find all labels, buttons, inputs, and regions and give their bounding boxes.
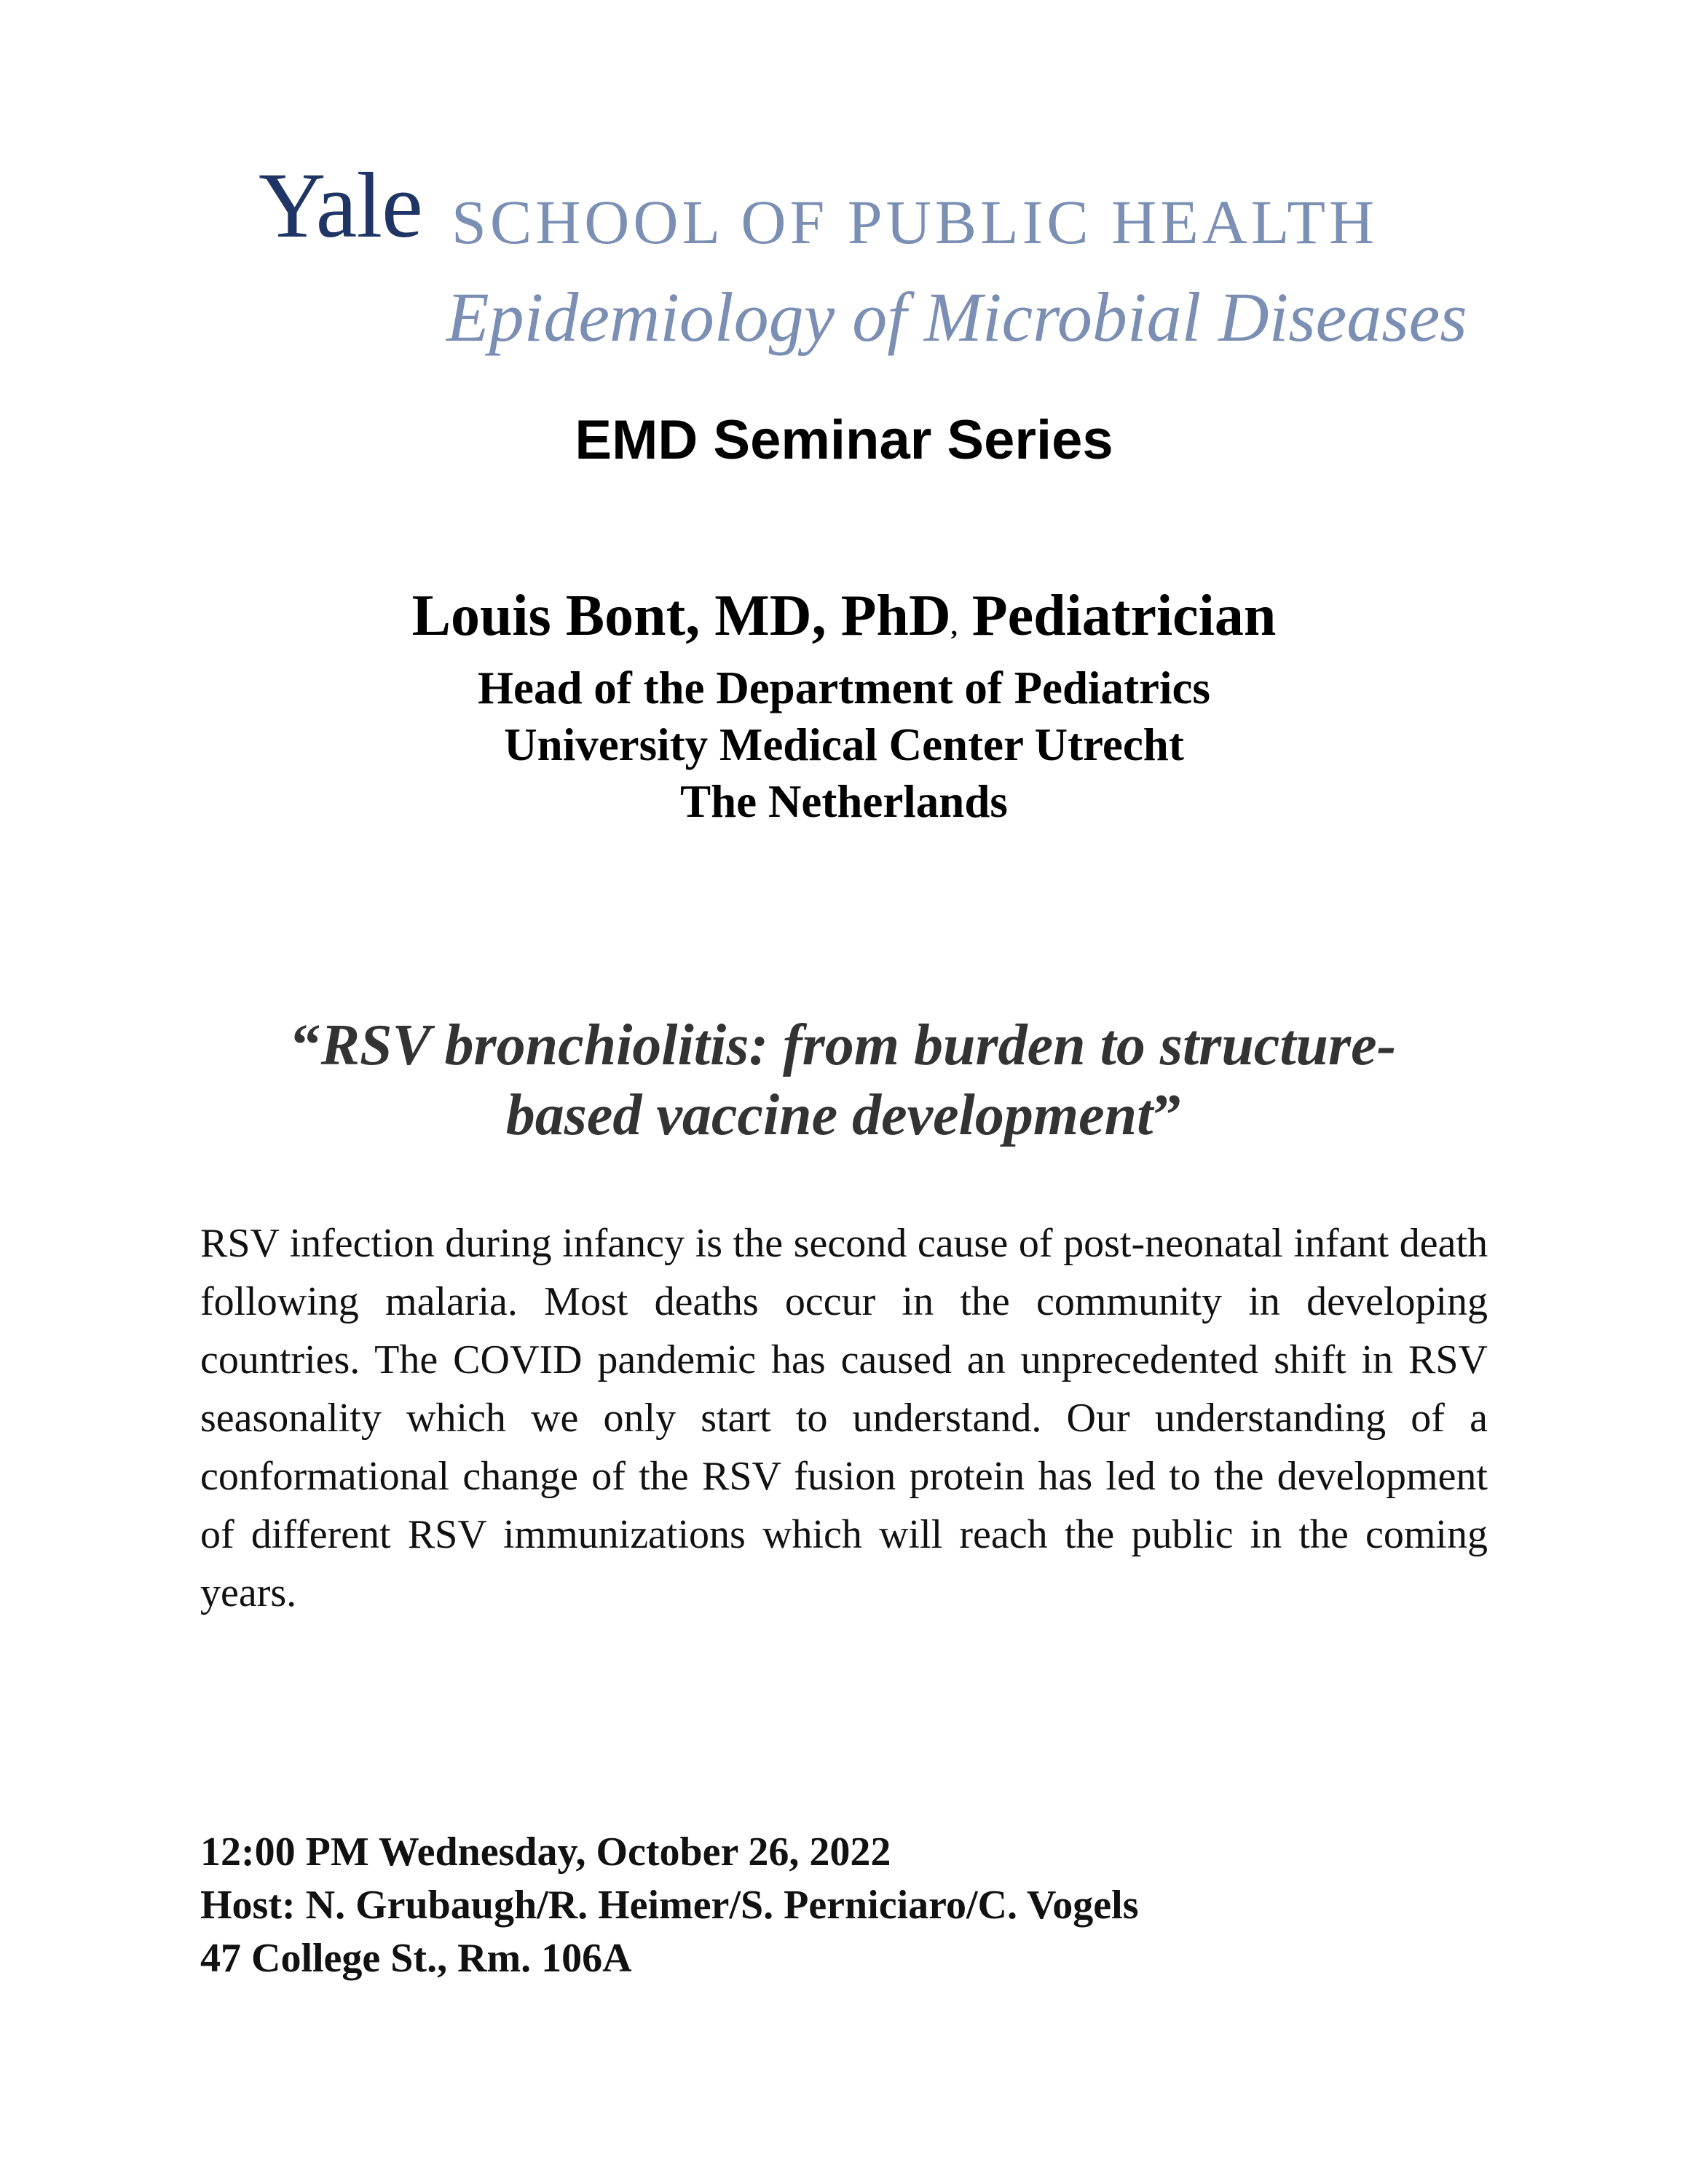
- event-details: [200, 1826, 1139, 1985]
- speaker-position: Head of the Department of Pediatrics: [477, 662, 1210, 713]
- speaker-name: Louis Bont, MD, PhD: [411, 584, 951, 648]
- seminar-series-title: EMD Seminar Series: [575, 409, 1113, 471]
- talk-title-line-1: [218, 1010, 1470, 1080]
- abstract-paragraph: RSV infection during infancy is the second cause of post-neonatal infant death following malaria. Most deaths occur in the community in developing countries. The COVID pandemic has caused an unprecedented shift in RSV seasonality which we only start to understand. Our understanding of a conformational change of the RSV fusion protein has led to the development of different RSV immunizations which will reach the public in the coming years.: [200, 1221, 1488, 1615]
- talk-title-text-1: RSV bronchiolitis: from burden to structure-: [320, 1013, 1397, 1077]
- speaker-role: Pediatrician: [971, 584, 1277, 648]
- talk-title-text-2: based vaccine development: [505, 1083, 1153, 1147]
- event-location: 47 College St., Rm. 106A: [200, 1936, 632, 1981]
- speaker-country: The Netherlands: [680, 776, 1008, 827]
- speaker-name-line: [0, 582, 1688, 660]
- speaker-institution: University Medical Center Utrecht: [504, 719, 1184, 770]
- logo-department-name: Epidemiology of Microbial Diseases: [446, 278, 1467, 356]
- speaker-separator: ,: [950, 612, 958, 641]
- logo-school-name: SCHOOL OF PUBLIC HEALTH: [451, 187, 1379, 257]
- talk-title-line-2: [218, 1080, 1470, 1150]
- logo-yale-wordmark: Yale: [259, 154, 422, 257]
- event-datetime: 12:00 PM Wednesday, October 26, 2022: [200, 1829, 891, 1875]
- open-quote: “: [291, 1013, 321, 1077]
- close-quote: ”: [1153, 1083, 1183, 1147]
- talk-title: [218, 1010, 1470, 1150]
- event-host: Host: N. Grubaugh/R. Heimer/S. Perniciaro/C. Vogels: [200, 1883, 1139, 1928]
- speaker-block: [0, 582, 1688, 830]
